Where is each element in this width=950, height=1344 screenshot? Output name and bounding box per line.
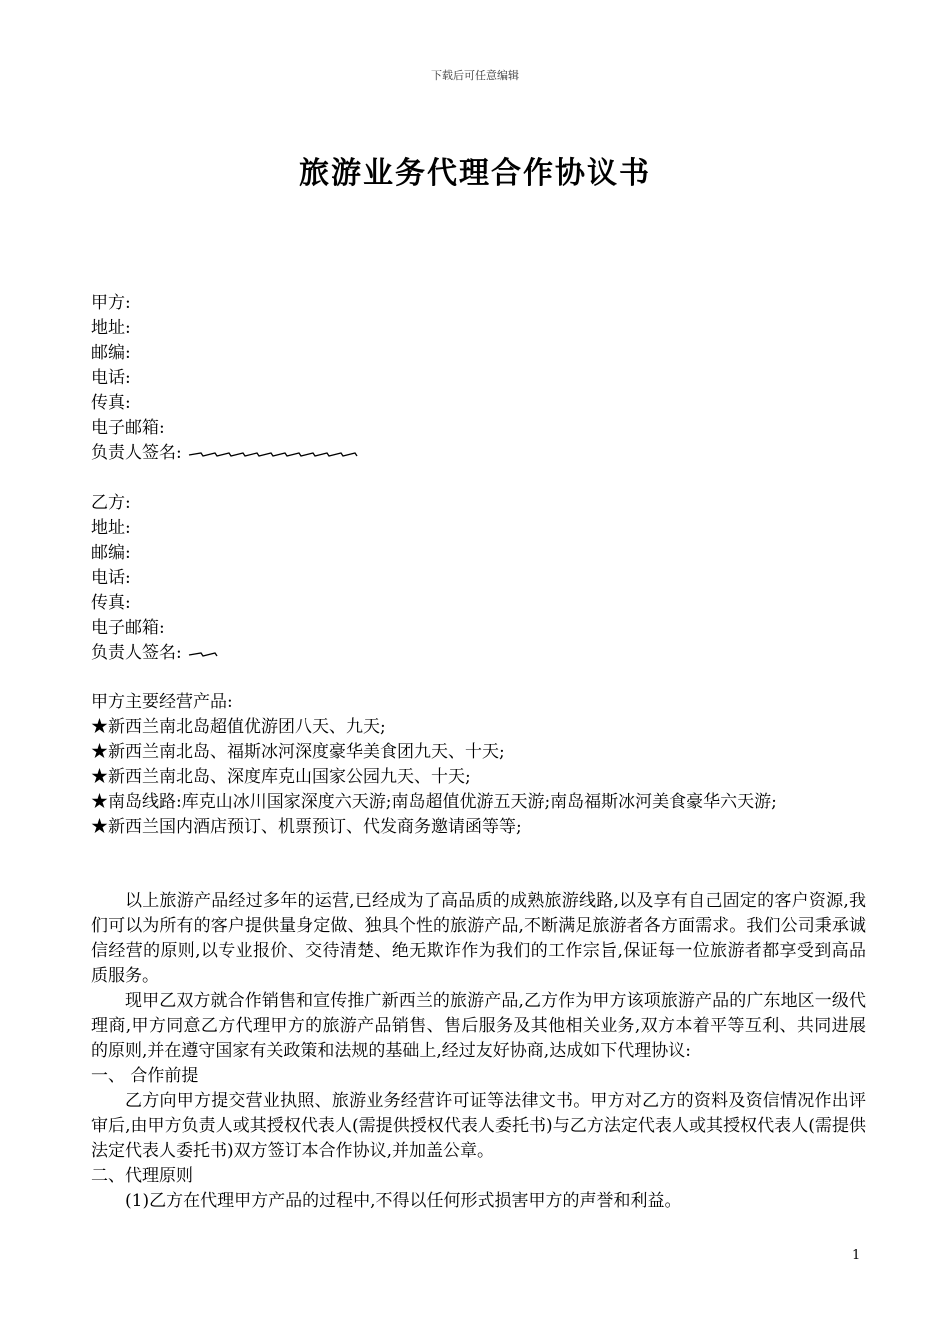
header-note: 下载后可任意编辑 <box>431 69 519 82</box>
party-b-label: 乙方: <box>91 493 131 513</box>
party-b-signatory-row <box>91 641 866 666</box>
party-b-block <box>91 491 866 666</box>
document-title: 旅游业务代理合作协议书 <box>299 156 651 191</box>
products-heading: 甲方主要经营产品: <box>91 692 233 712</box>
section-1-heading: 一、 合作前提 <box>91 1066 199 1086</box>
party-a-block <box>91 291 866 466</box>
section-2-item-1: (1)乙方在代理甲方产品的过程中,不得以任何形式损害甲方的声誉和利益。 <box>125 1191 682 1211</box>
section-2-heading: 二、代理原则 <box>91 1166 193 1186</box>
party-a-address: 地址: <box>91 318 131 338</box>
party-b-postcode: 邮编: <box>91 543 131 563</box>
party-a-signatory-label: 负责人签名: <box>91 443 182 463</box>
signature-placeholder-icon <box>187 448 359 460</box>
section-1-body: 乙方向甲方提交营业执照、旅游业务经营许可证等法律文书。甲方对乙方的资料及资信情况作出评审后,由甲方负责人或其授权代表人(需提供授权代表人委托书)与乙方法定代表人或其授权代表人(需提供法定代表人委托书)双方签订本合作协议,并加盖公章。 <box>91 1091 866 1161</box>
intro-paragraph: 以上旅游产品经过多年的运营,已经成为了高品质的成熟旅游线路,以及享有自己固定的客户资源,我们可以为所有的客户提供量身定做、独具个性的旅游产品,不断满足旅游者各方面需求。我们公司秉承诚信经营的原则,以专业报价、交待清楚、绝无欺诈作为我们的工作宗旨,保证每一位旅游者都享受到高品质服务。 <box>91 891 866 986</box>
agreement-paragraph: 现甲乙双方就合作销售和宣传推广新西兰的旅游产品,乙方作为甲方该项旅游产品的广东地区一级代理商,甲方同意乙方代理甲方的旅游产品销售、售后服务及其他相关业务,双方本着平等互利、共同进展的原则,并在遵守国家有关政策和法规的基础上,经过友好协商,达成如下代理协议: <box>91 991 866 1061</box>
agreement-text <box>91 889 866 1214</box>
products-block <box>91 690 866 840</box>
party-a-email: 电子邮箱: <box>91 418 165 438</box>
party-a-signatory-row <box>91 441 866 466</box>
product-item: ★新西兰南北岛、福斯冰河深度豪华美食团九天、十天; <box>91 742 505 762</box>
signature-placeholder-icon <box>187 648 223 660</box>
party-b-email: 电子邮箱: <box>91 618 165 638</box>
party-b-address: 地址: <box>91 518 131 538</box>
party-a-fax: 传真: <box>91 393 131 413</box>
product-item: ★新西兰南北岛超值优游团八天、九天; <box>91 717 386 737</box>
party-a-label: 甲方: <box>91 293 131 313</box>
party-a-phone: 电话: <box>91 368 131 388</box>
party-b-signatory-label: 负责人签名: <box>91 643 182 663</box>
party-a-postcode: 邮编: <box>91 343 131 363</box>
product-item: ★新西兰南北岛、深度库克山国家公园九天、十天; <box>91 767 471 787</box>
party-b-phone: 电话: <box>91 568 131 588</box>
product-item: ★新西兰国内酒店预订、机票预订、代发商务邀请函等等; <box>91 817 522 837</box>
page-number: 1 <box>852 1248 861 1263</box>
party-b-fax: 传真: <box>91 593 131 613</box>
product-item: ★南岛线路:库克山冰川国家深度六天游;南岛超值优游五天游;南岛福斯冰河美食豪华六天游; <box>91 792 777 812</box>
